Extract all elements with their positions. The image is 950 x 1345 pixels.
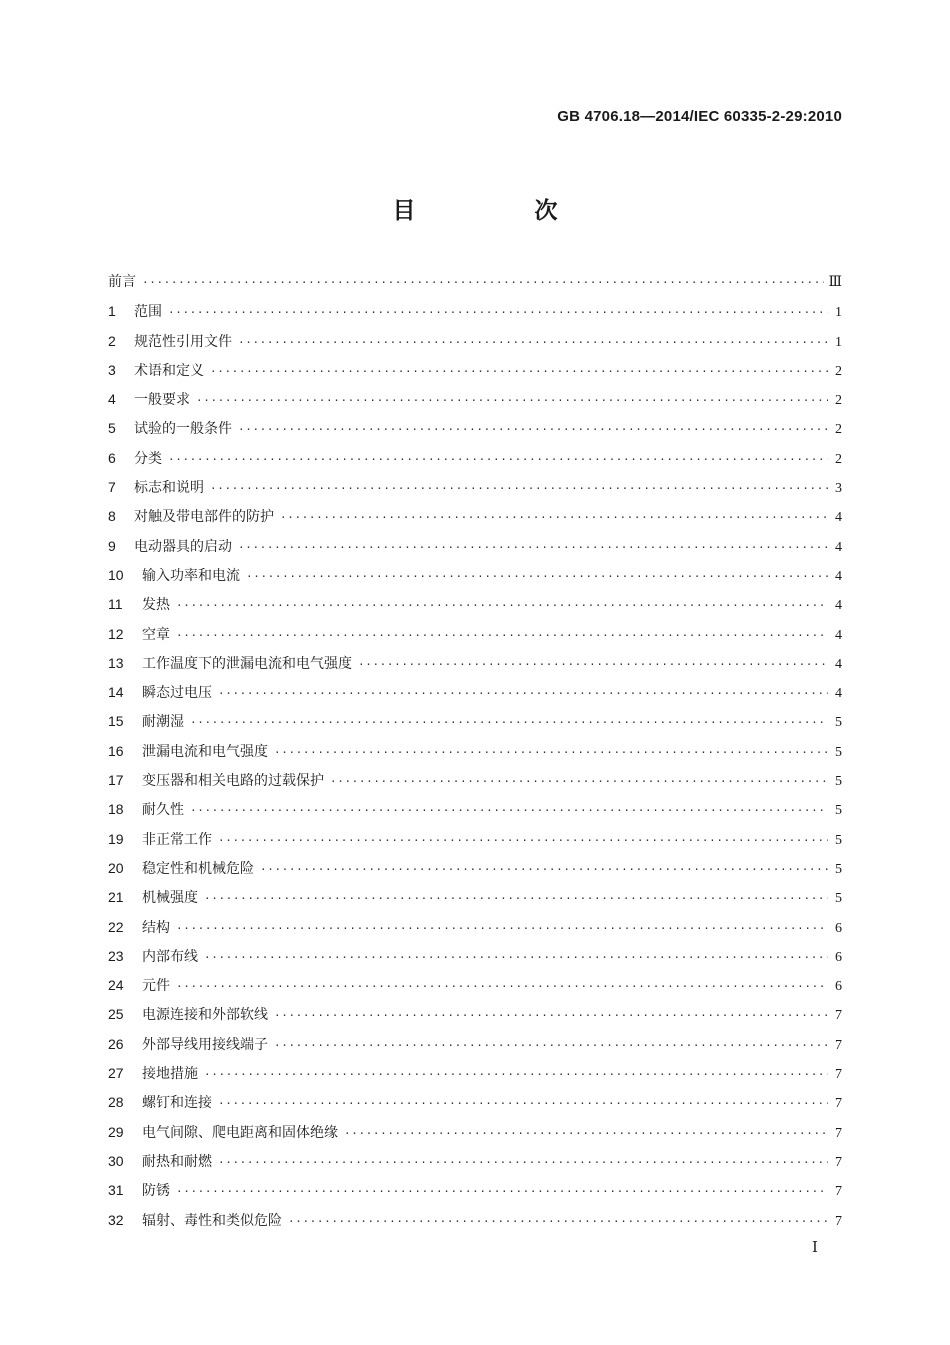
toc-entry-number: 31 (108, 1182, 124, 1199)
toc-entry-title: 分类 (134, 450, 162, 467)
toc-dot-leader (204, 1060, 828, 1089)
toc-entry[interactable] (108, 297, 842, 326)
toc-entry[interactable] (108, 1118, 842, 1147)
toc-entry-title: 内部布线 (142, 948, 198, 965)
toc-dot-leader (204, 884, 828, 913)
toc-entry-page: 1 (835, 334, 842, 350)
toc-entry[interactable] (108, 649, 842, 678)
toc-entry-title: 输入功率和电流 (142, 567, 240, 584)
toc-dot-leader (218, 1089, 828, 1118)
toc-entry[interactable] (108, 942, 842, 971)
toc-dot-leader (176, 972, 828, 1001)
toc-entry-title: 元件 (142, 978, 170, 995)
toc-entry-number: 2 (108, 332, 116, 349)
toc-entry-page: 7 (835, 1008, 842, 1024)
toc-entry[interactable] (108, 620, 842, 649)
toc-entry-page: 7 (835, 1184, 842, 1200)
toc-entry[interactable] (108, 414, 842, 443)
toc-entry-page: 5 (835, 744, 842, 760)
toc-entry-title: 电动器具的启动 (134, 538, 232, 555)
toc-entry-page: Ⅲ (828, 275, 842, 290)
toc-entry-number: 17 (108, 772, 124, 789)
toc-entry-number: 28 (108, 1094, 124, 1111)
toc-entry-number: 29 (108, 1123, 124, 1140)
toc-dot-leader (196, 386, 828, 415)
toc-entry-title: 标志和说明 (134, 480, 204, 497)
toc-entry-page: 6 (835, 949, 842, 965)
toc-entry-page: 4 (835, 686, 842, 702)
toc-entry-page: 2 (835, 451, 842, 467)
toc-entry-title: 一般要求 (134, 392, 190, 409)
toc-entry[interactable] (108, 766, 842, 795)
toc-dot-leader (344, 1119, 828, 1148)
toc-dot-leader (218, 826, 828, 855)
toc-dot-leader (168, 298, 828, 327)
toc-entry-title: 对触及带电部件的防护 (134, 509, 274, 526)
toc-entry[interactable] (108, 473, 842, 502)
toc-entry-title: 防锈 (142, 1183, 170, 1200)
toc-dot-leader (210, 357, 828, 386)
toc-entry[interactable] (108, 854, 842, 883)
toc-entry-number: 26 (108, 1035, 124, 1052)
toc-entry-page: 7 (835, 1213, 842, 1229)
toc-entry-title: 电源连接和外部软线 (142, 1007, 268, 1024)
toc-entry[interactable] (108, 825, 842, 854)
page-title: 目 次 (392, 198, 606, 224)
toc-entry-number: 30 (108, 1152, 124, 1169)
toc-entry[interactable] (108, 1059, 842, 1088)
toc-entry[interactable] (108, 1030, 842, 1059)
toc-entry-number: 7 (108, 479, 116, 496)
toc-entry-page: 4 (835, 656, 842, 672)
toc-entry-number: 22 (108, 918, 124, 935)
toc-entry-number: 25 (108, 1006, 124, 1023)
toc-dot-leader (190, 796, 828, 825)
toc-entry[interactable] (108, 590, 842, 619)
toc-entry-title: 前言 (108, 274, 136, 290)
standard-code: GB 4706.18—2014/IEC 60335-2-29:2010 (557, 108, 842, 125)
toc-entry-page: 1 (835, 305, 842, 321)
toc-entry-title: 接地措施 (142, 1066, 198, 1083)
toc-entry-title: 空章 (142, 626, 170, 643)
toc-entry-page: 5 (835, 891, 842, 907)
toc-entry-number: 20 (108, 859, 124, 876)
toc-entry[interactable] (108, 502, 842, 531)
toc-entry[interactable] (108, 327, 842, 356)
toc-dot-leader (176, 914, 828, 943)
toc-entry-title: 辐射、毒性和类似危险 (142, 1212, 282, 1229)
toc-dot-leader (274, 1031, 828, 1060)
toc-entry-page: 7 (835, 1096, 842, 1112)
toc-entry[interactable] (108, 356, 842, 385)
toc-entry-page: 5 (835, 803, 842, 819)
toc-entry-number: 23 (108, 947, 124, 964)
toc-entry[interactable] (108, 913, 842, 942)
toc-entry-page: 4 (835, 627, 842, 643)
toc-entry-number: 13 (108, 654, 124, 671)
toc-entry-number: 24 (108, 977, 124, 994)
toc-dot-leader (280, 503, 828, 532)
toc-entry[interactable] (108, 444, 842, 473)
toc-dot-leader (176, 1177, 828, 1206)
toc-entry-number: 18 (108, 801, 124, 818)
toc-dot-leader (168, 445, 828, 474)
toc-entry[interactable] (108, 1206, 842, 1235)
toc-entry-title: 变压器和相关电路的过载保护 (142, 773, 324, 790)
toc-dot-leader (176, 621, 828, 650)
toc-entry-page: 3 (835, 481, 842, 497)
toc-dot-leader (142, 268, 824, 297)
toc-entry-page: 2 (835, 422, 842, 438)
toc-dot-leader (204, 943, 828, 972)
toc-entry-number: 27 (108, 1065, 124, 1082)
toc-dot-leader (330, 767, 828, 796)
toc-entry[interactable] (108, 1088, 842, 1117)
toc-entry-page: 7 (835, 1067, 842, 1083)
toc-entry-page: 4 (835, 568, 842, 584)
toc-entry-page: 2 (835, 363, 842, 379)
toc-entry-number: 16 (108, 742, 124, 759)
toc-entry-title: 试验的一般条件 (134, 421, 232, 438)
toc-entry-page: 6 (835, 979, 842, 995)
toc-dot-leader (274, 738, 828, 767)
toc-entry-title: 耐热和耐燃 (142, 1153, 212, 1170)
toc-entry-page: 5 (835, 774, 842, 790)
toc-entry[interactable] (108, 795, 842, 824)
toc-entry-title: 范围 (134, 304, 162, 321)
toc-dot-leader (260, 855, 828, 884)
toc-entry-page: 2 (835, 393, 842, 409)
toc-entry-title: 非正常工作 (142, 831, 212, 848)
toc-entry[interactable] (108, 737, 842, 766)
toc-entry-page: 7 (835, 1154, 842, 1170)
toc-entry-title: 机械强度 (142, 890, 198, 907)
toc-entry-number: 12 (108, 625, 124, 642)
toc-entry-title: 螺钉和连接 (142, 1095, 212, 1112)
toc-entry-number: 9 (108, 537, 116, 554)
toc-dot-leader (218, 1148, 828, 1177)
toc-entry-title: 发热 (142, 597, 170, 614)
toc-entry-title: 耐久性 (142, 802, 184, 819)
toc-dot-leader (218, 679, 828, 708)
toc-dot-leader (190, 708, 828, 737)
toc-entry-title: 稳定性和机械危险 (142, 860, 254, 877)
toc-entry[interactable] (108, 678, 842, 707)
toc-entry[interactable] (108, 268, 842, 297)
toc-dot-leader (246, 562, 828, 591)
toc-dot-leader (358, 650, 828, 679)
toc-entry-number: 14 (108, 684, 124, 701)
toc-entry-number: 3 (108, 361, 116, 378)
toc-entry-title: 瞬态过电压 (142, 685, 212, 702)
toc-entry[interactable] (108, 1147, 842, 1176)
toc-entry[interactable] (108, 385, 842, 414)
toc-entry-title: 结构 (142, 919, 170, 936)
toc-entry-page: 5 (835, 832, 842, 848)
toc-dot-leader (238, 533, 828, 562)
toc-entry-number: 8 (108, 508, 116, 525)
toc-entry-number: 10 (108, 566, 124, 583)
toc-entry[interactable] (108, 971, 842, 1000)
toc-entry-number: 5 (108, 420, 116, 437)
toc-entry[interactable] (108, 1000, 842, 1029)
toc-entry-page: 5 (835, 715, 842, 731)
toc-entry-number: 21 (108, 889, 124, 906)
toc-entry[interactable] (108, 561, 842, 590)
toc-entry-number: 15 (108, 713, 124, 730)
toc-dot-leader (238, 415, 828, 444)
toc-entry[interactable] (108, 707, 842, 736)
toc-dot-leader (176, 591, 828, 620)
toc-entry-page: 7 (835, 1037, 842, 1053)
toc-entry-title: 外部导线用接线端子 (142, 1036, 268, 1053)
toc-dot-leader (210, 474, 828, 503)
toc-entry-number: 1 (108, 303, 116, 320)
toc-entry-title: 耐潮湿 (142, 714, 184, 731)
toc-entry-page: 5 (835, 861, 842, 877)
toc-entry-number: 11 (108, 596, 123, 613)
toc-entry-number: 32 (108, 1211, 124, 1228)
toc-entry-title: 术语和定义 (134, 362, 204, 379)
toc-entry-page: 6 (835, 920, 842, 936)
toc-dot-leader (274, 1001, 828, 1030)
toc-entry-title: 泄漏电流和电气强度 (142, 743, 268, 760)
toc-entry-title: 工作温度下的泄漏电流和电气强度 (142, 655, 352, 672)
page-number: Ⅰ (812, 1240, 818, 1256)
toc-entry-page: 4 (835, 598, 842, 614)
toc-entry-page: 4 (835, 510, 842, 526)
table-of-contents (108, 268, 842, 1235)
toc-entry-page: 4 (835, 539, 842, 555)
toc-dot-leader (288, 1207, 828, 1236)
toc-entry-number: 6 (108, 449, 116, 466)
toc-entry[interactable] (108, 532, 842, 561)
toc-entry-number: 4 (108, 391, 116, 408)
toc-entry-number: 19 (108, 830, 124, 847)
toc-entry-title: 规范性引用文件 (134, 333, 232, 350)
toc-entry[interactable] (108, 1176, 842, 1205)
toc-entry[interactable] (108, 883, 842, 912)
toc-dot-leader (238, 328, 828, 357)
toc-entry-title: 电气间隙、爬电距离和固体绝缘 (142, 1124, 338, 1141)
toc-entry-page: 7 (835, 1125, 842, 1141)
